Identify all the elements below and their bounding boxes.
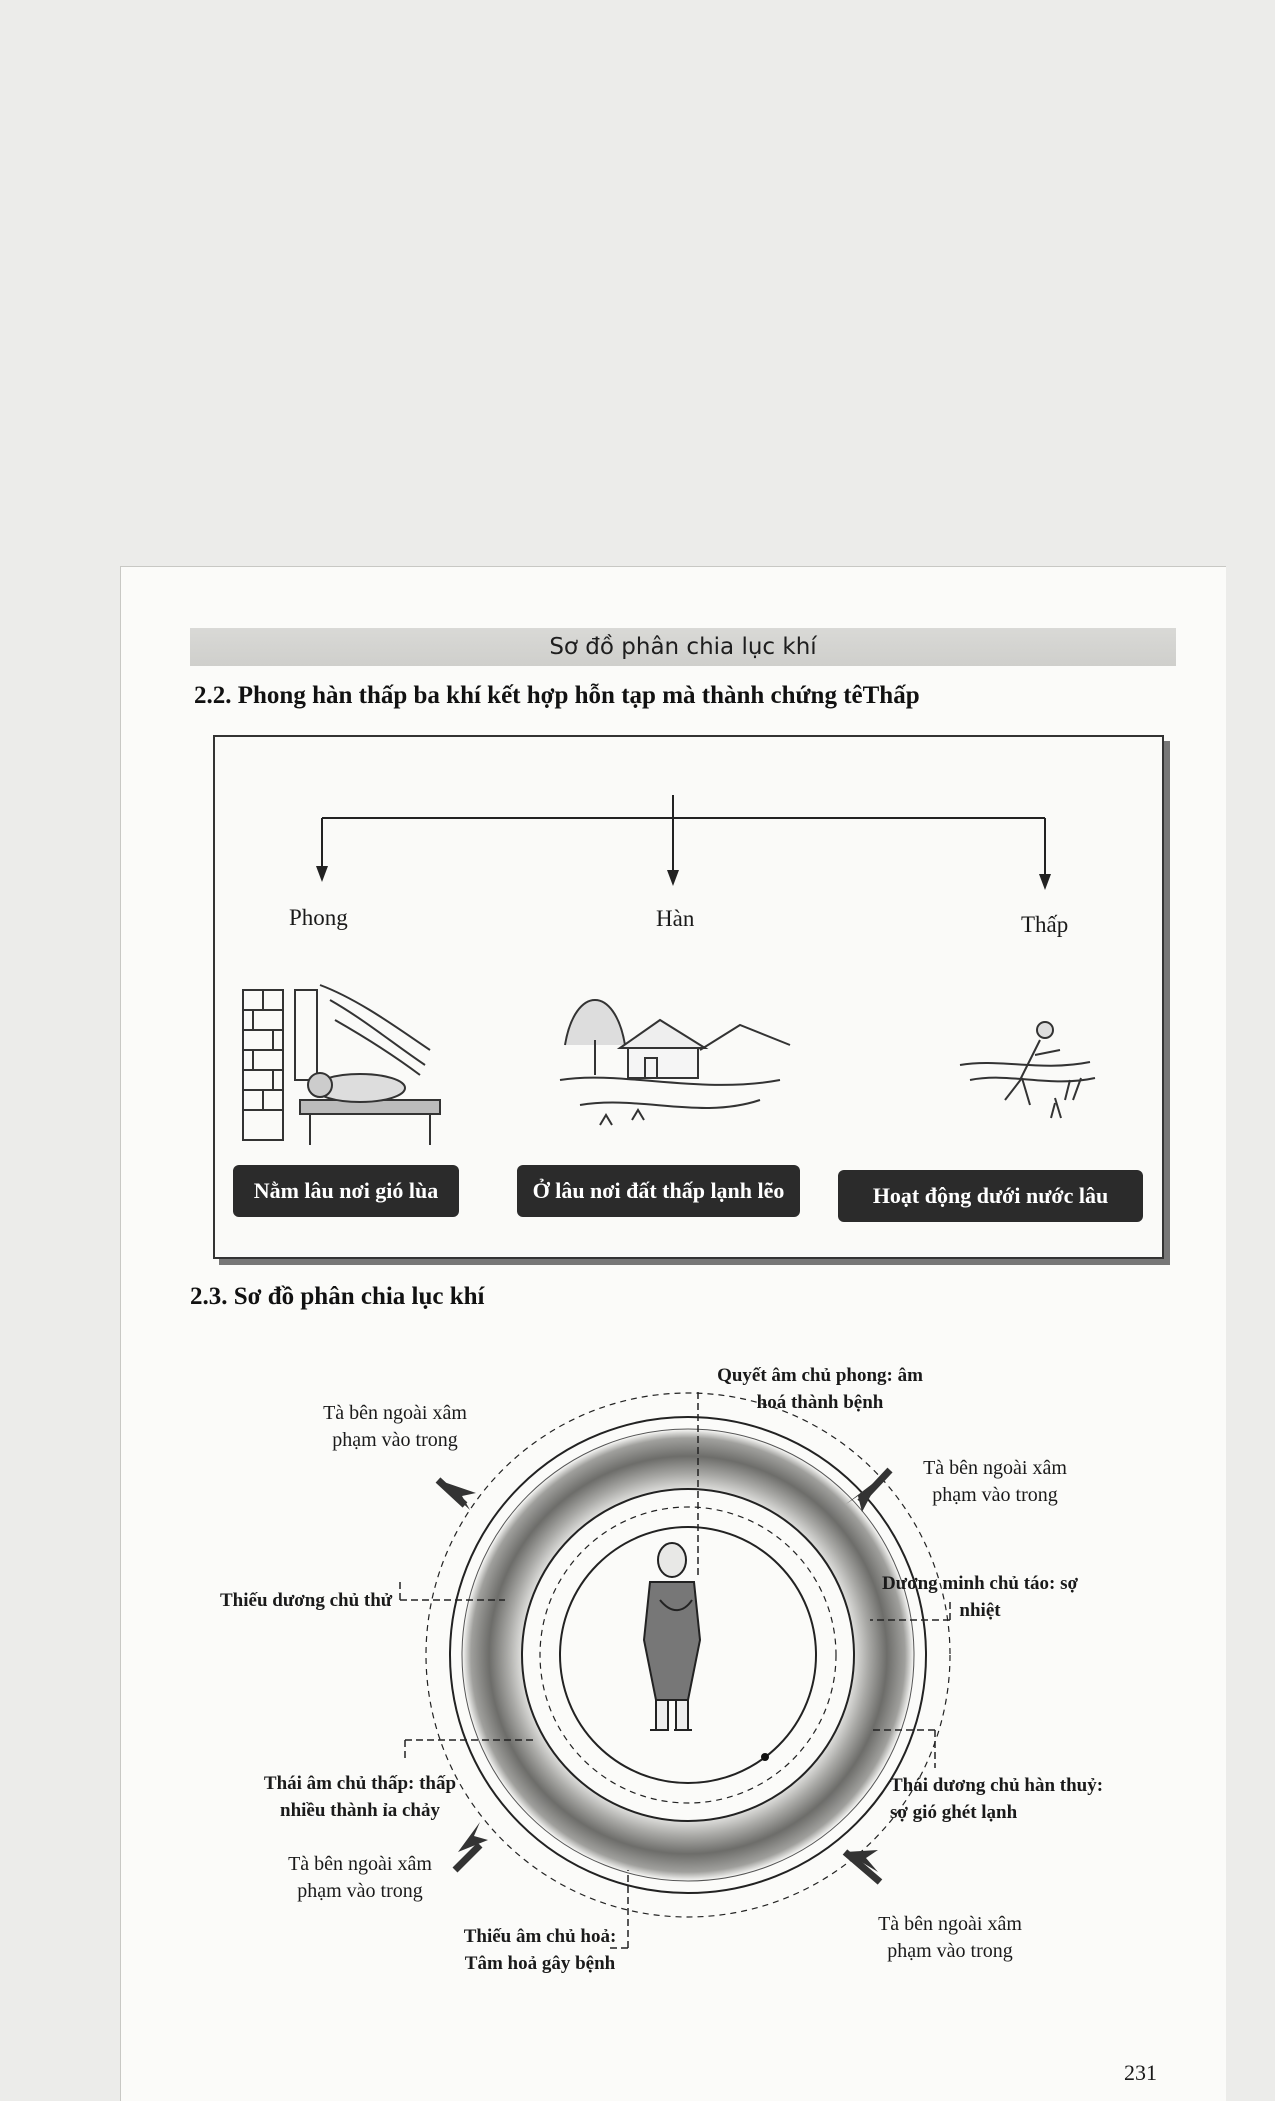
label-thieu-duong: Thiếu dương chủ thử <box>220 1590 393 1611</box>
scene-label-wind: Nằm lâu nơi gió lùa <box>233 1165 459 1217</box>
invasion-label-upper-left: Tà bên ngoài xâm phạm vào trong <box>323 1402 467 1451</box>
invasion-label-lower-left: Tà bên ngoài xâm phạm vào trong <box>288 1853 432 1902</box>
cause-thap: Thấp <box>1021 912 1069 937</box>
label-thieu-am: Thiếu âm chủ hoả: Tâm hoả gây bệnh <box>463 1926 617 1974</box>
label-quyet-am: Quyết âm chủ phong: âm hoá thành bệnh <box>717 1365 923 1413</box>
header-title: Sơ đồ phân chia lục khí <box>549 634 817 660</box>
label-thai-am: Thái âm chủ thấp: thấp nhiều thành ỉa chảy <box>263 1773 457 1821</box>
invasion-label-lower-right: Tà bên ngoài xâm phạm vào trong <box>878 1913 1022 1962</box>
cause-phong: Phong <box>289 905 348 930</box>
label-thai-duong: Thái dương chủ hàn thuỷ: sợ gió ghét lạnh <box>890 1775 1104 1823</box>
section-title-2-2: 2.2. Phong hàn thấp ba khí kết hợp hỗn tạp mà thành chứng têThấp <box>194 682 920 709</box>
section-title-2-3: 2.3. Sơ đồ phân chia lục khí <box>190 1283 485 1310</box>
invasion-label-upper-right: Tà bên ngoài xâm phạm vào trong <box>923 1457 1067 1506</box>
cause-han: Hàn <box>656 906 695 931</box>
page-number: 231 <box>1124 2060 1157 2085</box>
label-duong-minh: Dương minh chủ táo: sợ nhiệt <box>881 1573 1079 1621</box>
scene-label-lowland: Ở lâu nơi đất thấp lạnh lẽo <box>517 1165 800 1217</box>
scene-label-water: Hoạt động dưới nước lâu <box>838 1170 1143 1222</box>
